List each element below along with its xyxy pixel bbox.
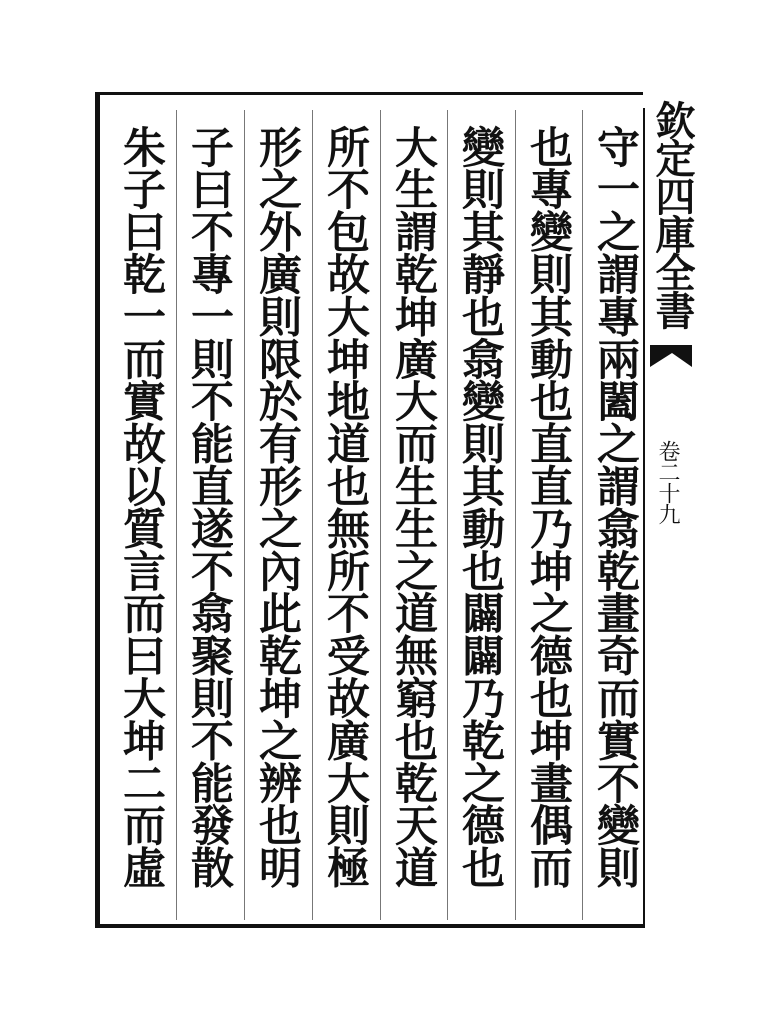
fish-tail-mark-icon	[650, 345, 692, 367]
frame-bottom-border	[95, 924, 643, 928]
text-column-4: 大生謂乾坤廣大而生生之道無窮也乾天道	[388, 125, 438, 889]
column-divider	[312, 110, 313, 920]
frame-top-border	[95, 92, 643, 95]
column-divider	[380, 110, 381, 920]
frame-left-border	[95, 92, 100, 928]
text-column-2: 也專變則其動也直直乃坤之德也坤畫偶而	[523, 125, 573, 889]
text-column-8: 朱子曰乾一而實故以質言而曰大坤二而虛	[116, 125, 166, 889]
text-column-1: 守一之謂專兩闔之謂翕乾畫奇而實不變則	[590, 125, 640, 889]
column-divider	[515, 110, 516, 920]
text-column-5: 所不包故大坤地道也無所不受故廣大則極	[320, 125, 370, 889]
margin-volume-number: 卷二十九	[655, 440, 680, 524]
column-divider	[447, 110, 448, 920]
text-column-6: 形之外廣則限於有形之內此乾坤之辨也明	[252, 125, 302, 889]
column-divider	[176, 110, 177, 920]
margin-book-title: 欽定四庫全書	[649, 100, 696, 328]
column-divider	[582, 110, 583, 920]
text-column-3: 變則其靜也翕變則其動也闢闢乃乾之德也	[455, 125, 505, 889]
column-divider	[244, 110, 245, 920]
text-column-7: 子曰不專一則不能直遂不翕聚則不能發散	[184, 125, 234, 889]
